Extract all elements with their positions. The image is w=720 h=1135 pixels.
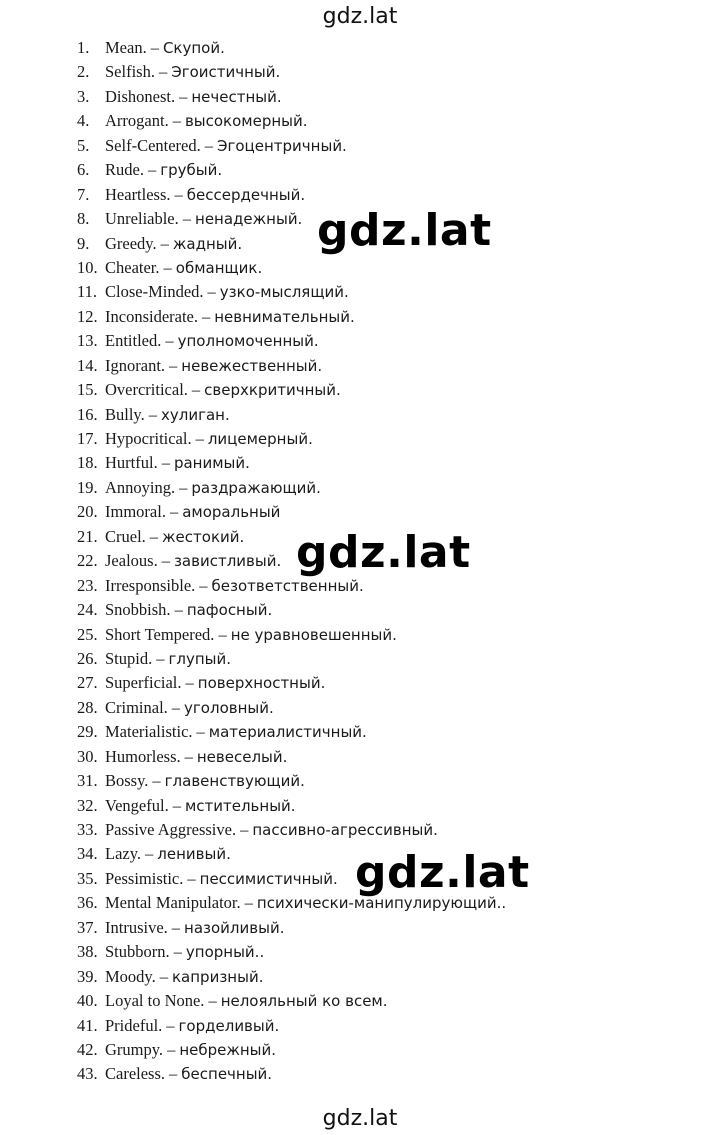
dash-separator: – xyxy=(165,331,174,351)
dash-separator: – xyxy=(199,575,208,595)
dash-separator: – xyxy=(184,746,193,766)
english-word: Dishonest. xyxy=(105,86,176,106)
item-number: 8. xyxy=(77,209,90,229)
list-item xyxy=(77,745,506,769)
list-item xyxy=(77,280,506,304)
dash-separator: – xyxy=(187,868,196,888)
english-word: Self-Centered. xyxy=(105,135,201,155)
list-item xyxy=(77,60,506,84)
item-number: 26. xyxy=(77,648,98,668)
english-word: Grumpy. xyxy=(105,1039,164,1059)
english-word: Hypocritical. xyxy=(105,429,192,448)
english-word: Criminal. xyxy=(105,697,168,717)
item-number: 37. xyxy=(77,917,98,937)
english-word: Close-Minded. xyxy=(105,282,204,302)
list-item xyxy=(77,354,506,378)
russian-translation: небрежный. xyxy=(179,1040,277,1059)
list-item xyxy=(77,940,506,964)
item-number: 21. xyxy=(77,526,98,546)
dash-separator: – xyxy=(149,526,159,546)
russian-translation: не уравновешенный. xyxy=(230,625,397,644)
russian-translation: высокомерный. xyxy=(184,112,308,131)
list-item xyxy=(77,623,506,647)
russian-translation: раздражающий. xyxy=(191,478,321,497)
list-item xyxy=(77,36,506,60)
list-item xyxy=(77,647,506,671)
item-number: 40. xyxy=(77,991,98,1011)
item-number: 43. xyxy=(77,1064,98,1084)
item-number: 24. xyxy=(77,600,98,620)
list-item xyxy=(77,476,506,500)
dash-separator: – xyxy=(182,209,192,229)
dash-separator: – xyxy=(156,648,165,668)
english-word: Bossy. xyxy=(105,771,149,791)
english-word: Cruel. xyxy=(105,526,146,546)
list-item xyxy=(77,769,506,793)
item-number: 9. xyxy=(77,233,90,253)
item-number: 11. xyxy=(77,282,98,302)
english-word: Bully. xyxy=(105,404,145,424)
english-word: Prideful. xyxy=(105,1015,163,1035)
item-number: 28. xyxy=(77,697,98,717)
russian-translation: Эгоистичный. xyxy=(171,63,281,82)
russian-translation: грубый. xyxy=(160,161,223,180)
list-item xyxy=(77,671,506,695)
dash-separator: – xyxy=(240,820,249,839)
list-item xyxy=(77,720,506,744)
russian-translation: уголовный. xyxy=(184,698,274,717)
english-word: Irresponsible. xyxy=(105,575,196,595)
russian-translation: Скупой. xyxy=(162,39,225,57)
dash-separator: – xyxy=(167,1039,176,1059)
english-word: Annoying. xyxy=(105,477,176,497)
dash-separator: – xyxy=(148,404,157,424)
russian-translation: глупый. xyxy=(168,649,231,668)
english-word: Vengeful. xyxy=(105,795,169,815)
dash-separator: – xyxy=(152,771,161,791)
english-word: Entitled. xyxy=(105,331,162,351)
dash-separator: – xyxy=(161,551,170,571)
russian-translation: ленивый. xyxy=(157,845,231,864)
item-number: 35. xyxy=(77,868,98,888)
english-word: Ignorant. xyxy=(105,355,166,375)
english-word: Stupid. xyxy=(105,648,153,668)
russian-translation: жестокий. xyxy=(162,527,245,546)
watermark: gdz.lat xyxy=(317,205,492,256)
dash-separator: – xyxy=(174,600,183,620)
dash-separator: – xyxy=(150,38,159,57)
russian-translation: аморальный xyxy=(182,503,281,522)
english-word: Mean. xyxy=(105,38,147,57)
list-item xyxy=(77,818,506,842)
russian-translation: безответственный. xyxy=(211,576,364,595)
dash-separator: – xyxy=(173,942,182,962)
item-number: 38. xyxy=(77,942,98,962)
dash-separator: – xyxy=(163,257,172,277)
english-word: Stubborn. xyxy=(105,942,170,962)
russian-translation: материалистичный. xyxy=(208,723,367,742)
russian-translation: пассивно-агрессивный. xyxy=(252,821,438,839)
item-number: 39. xyxy=(77,966,98,986)
item-number: 27. xyxy=(77,673,98,693)
dash-separator: – xyxy=(147,160,157,180)
english-word: Heartless. xyxy=(105,184,171,204)
list-item xyxy=(77,305,506,329)
dash-separator: – xyxy=(172,111,181,131)
russian-translation: сверхкритичный. xyxy=(204,381,341,400)
russian-translation: упорный.. xyxy=(185,943,265,962)
russian-translation: мстительный. xyxy=(184,796,296,815)
dash-separator: – xyxy=(171,917,181,937)
list-item xyxy=(77,134,506,158)
english-word: Snobbish. xyxy=(105,600,171,620)
english-word: Materialistic. xyxy=(105,722,193,742)
watermark: gdz.lat xyxy=(296,527,471,578)
site-footer: gdz.lat xyxy=(322,1106,398,1131)
russian-translation: главенствующий. xyxy=(164,772,305,791)
item-number: 10. xyxy=(77,257,98,277)
dash-separator: – xyxy=(169,502,179,522)
russian-translation: лицемерный. xyxy=(207,430,313,448)
dash-separator: – xyxy=(208,991,217,1011)
russian-translation: ненадежный. xyxy=(195,210,303,229)
russian-translation: хулиган. xyxy=(160,405,230,424)
russian-translation: поверхностный. xyxy=(197,674,326,693)
english-word: Arrogant. xyxy=(105,111,169,131)
dash-separator: – xyxy=(196,722,205,742)
russian-translation: уполномоченный. xyxy=(177,332,319,351)
item-number: 3. xyxy=(77,86,90,106)
dash-separator: – xyxy=(172,795,181,815)
list-item xyxy=(77,989,506,1013)
dash-separator: – xyxy=(166,1015,175,1035)
english-word: Short Tempered. xyxy=(105,624,215,644)
item-number: 15. xyxy=(77,380,98,400)
list-item xyxy=(77,794,506,818)
russian-translation: нечестный. xyxy=(191,87,282,106)
list-item xyxy=(77,451,506,475)
russian-translation: бессердечный. xyxy=(186,185,306,204)
dash-separator: – xyxy=(174,184,183,204)
english-word: Hurtful. xyxy=(105,453,158,473)
item-number: 19. xyxy=(77,477,98,497)
english-word: Intrusive. xyxy=(105,917,168,937)
english-word: Rude. xyxy=(105,160,144,180)
english-word: Pessimistic. xyxy=(105,868,184,888)
item-number: 32. xyxy=(77,795,98,815)
item-number: 12. xyxy=(77,306,98,326)
list-item xyxy=(77,427,506,451)
item-number: 30. xyxy=(77,746,98,766)
english-word: Mental Manipulator. xyxy=(105,893,241,913)
item-number: 18. xyxy=(77,453,98,473)
item-number: 23. xyxy=(77,575,98,595)
russian-translation: Эгоцентричный. xyxy=(217,136,347,155)
russian-translation: пессимистичный. xyxy=(199,869,338,888)
english-word: Superficial. xyxy=(105,673,182,693)
dash-separator: – xyxy=(195,429,204,448)
english-word: Greedy. xyxy=(105,233,157,253)
english-word: Humorless. xyxy=(105,746,181,766)
item-number: 36. xyxy=(77,893,98,913)
item-number: 2. xyxy=(77,62,90,82)
list-item xyxy=(77,378,506,402)
russian-translation: невнимательный. xyxy=(214,307,355,326)
russian-translation: беспечный. xyxy=(181,1065,273,1084)
dash-separator: – xyxy=(160,233,169,253)
dash-separator: – xyxy=(145,844,154,864)
item-number: 13. xyxy=(77,331,98,351)
item-number: 29. xyxy=(77,722,98,742)
list-item xyxy=(77,1062,506,1086)
item-number: 6. xyxy=(77,160,90,180)
english-word: Overcritical. xyxy=(105,380,188,400)
russian-translation: нелояльный ко всем. xyxy=(220,992,388,1011)
list-item xyxy=(77,598,506,622)
list-item xyxy=(77,1038,506,1062)
russian-translation: назойливый. xyxy=(184,918,285,937)
dash-separator: – xyxy=(244,893,253,913)
english-word: Passive Aggressive. xyxy=(105,820,237,839)
item-number: 1. xyxy=(77,38,90,57)
russian-translation: узко-мыслящий. xyxy=(219,283,349,302)
list-item xyxy=(77,256,506,280)
watermark: gdz.lat xyxy=(355,847,530,898)
list-item xyxy=(77,696,506,720)
english-word: Loyal to None. xyxy=(105,991,205,1011)
russian-translation: ранимый. xyxy=(173,454,250,473)
dash-separator: – xyxy=(202,306,211,326)
list-item xyxy=(77,965,506,989)
dash-separator: – xyxy=(171,697,181,717)
russian-translation: невеселый. xyxy=(196,747,288,766)
list-item xyxy=(77,500,506,524)
russian-translation: пафосный. xyxy=(186,601,273,620)
item-number: 41. xyxy=(77,1015,98,1035)
english-word: Jealous. xyxy=(105,551,158,571)
english-word: Lazy. xyxy=(105,844,142,864)
dash-separator: – xyxy=(158,62,168,82)
item-number: 16. xyxy=(77,404,98,424)
dash-separator: – xyxy=(204,135,214,155)
list-item xyxy=(77,1014,506,1038)
english-word: Careless. xyxy=(105,1064,166,1084)
dash-separator: – xyxy=(185,673,194,693)
english-word: Cheater. xyxy=(105,257,160,277)
dash-separator: – xyxy=(169,355,178,375)
list-item xyxy=(77,403,506,427)
list-item xyxy=(77,158,506,182)
english-word: Inconsiderate. xyxy=(105,306,198,326)
dash-separator: – xyxy=(179,86,188,106)
list-item xyxy=(77,916,506,940)
item-number: 5. xyxy=(77,135,90,155)
item-number: 4. xyxy=(77,111,90,131)
russian-translation: жадный. xyxy=(172,234,243,253)
dash-separator: – xyxy=(169,1064,178,1084)
list-item xyxy=(77,329,506,353)
item-number: 34. xyxy=(77,844,98,864)
russian-translation: завистливый. xyxy=(173,552,282,571)
russian-translation: невежественный. xyxy=(181,356,323,375)
site-header: gdz.lat xyxy=(322,4,398,29)
list-item xyxy=(77,183,506,207)
dash-separator: – xyxy=(179,477,188,497)
item-number: 17. xyxy=(77,429,98,448)
dash-separator: – xyxy=(159,966,168,986)
item-number: 25. xyxy=(77,624,98,644)
item-number: 14. xyxy=(77,355,98,375)
dash-separator: – xyxy=(218,624,227,644)
item-number: 42. xyxy=(77,1039,98,1059)
english-word: Unreliable. xyxy=(105,209,179,229)
list-item xyxy=(77,85,506,109)
dash-separator: – xyxy=(161,453,170,473)
russian-translation: обманщик. xyxy=(175,258,263,277)
item-number: 31. xyxy=(77,771,98,791)
english-word: Immoral. xyxy=(105,502,166,522)
item-number: 20. xyxy=(77,502,98,522)
russian-translation: горделивый. xyxy=(178,1016,280,1035)
item-number: 33. xyxy=(77,820,98,839)
russian-translation: психически-манипулирующий.. xyxy=(256,894,507,913)
dash-separator: – xyxy=(207,282,216,302)
english-word: Moody. xyxy=(105,966,156,986)
dash-separator: – xyxy=(191,380,201,400)
russian-translation: капризный. xyxy=(171,967,264,986)
list-item xyxy=(77,109,506,133)
item-number: 7. xyxy=(77,184,90,204)
english-word: Selfish. xyxy=(105,62,155,82)
item-number: 22. xyxy=(77,551,98,571)
